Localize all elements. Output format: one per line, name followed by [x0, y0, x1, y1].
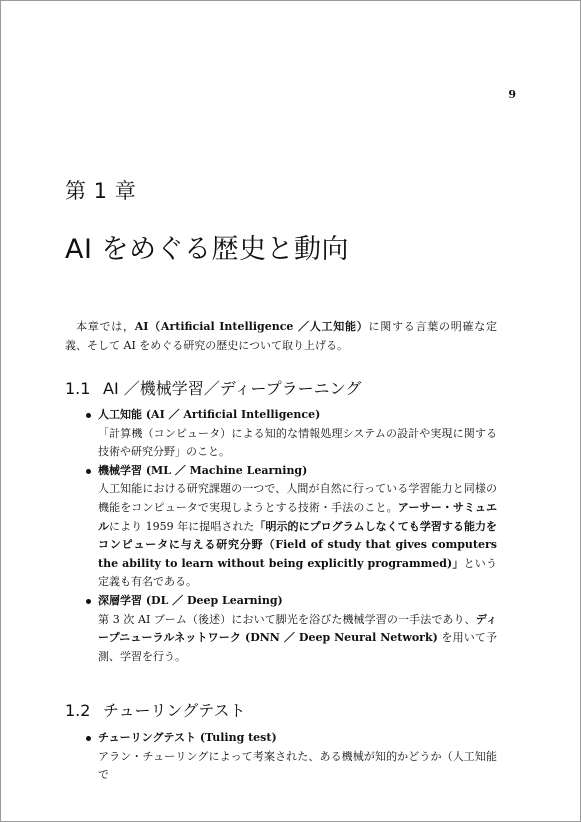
bullet-item-ml: [84, 462, 497, 592]
bullet-list-1-1: [84, 406, 497, 666]
bullet-term: 機械学習 (ML ／ Machine Learning): [98, 463, 308, 477]
desc-bold-text: 「明示的にプログラムしなくても学習する能力をコンピュータに与える研究分野（Field of study that gives computers the ability to learn without being explicitly programmed)」: [98, 519, 498, 570]
intro-paragraph: [65, 317, 497, 355]
section-number: 1.1: [65, 379, 91, 398]
intro-text-bold: AI（Artificial Intelligence ／人工知能）: [134, 320, 369, 333]
section-number: 1.2: [65, 701, 91, 720]
desc-bold-text: アーサー・サミュエル: [98, 500, 497, 533]
chapter-title: AI をめぐる歴史と動向: [65, 234, 350, 265]
bullet-item-turing: [84, 729, 497, 785]
bullet-description: [98, 611, 497, 667]
bullet-item-ai: [84, 406, 497, 462]
bullet-description: [98, 480, 497, 592]
desc-text: を用いて予測、学習を行う。: [98, 631, 497, 663]
desc-text: 人工知能における研究課題の一つで、人間が自然に行っている学習能力と同様の機能をコンピュータで実現しようとする技術・手法のこと。: [98, 482, 497, 514]
section-title: AI ／機械学習／ディープラーニング: [103, 379, 362, 398]
desc-text: により 1959 年に提唱された: [109, 519, 255, 533]
intro-text-1: 本章では，: [76, 320, 135, 333]
bullet-item-dl: [84, 592, 497, 666]
bullet-term: 深層学習 (DL ／ Deep Learning): [98, 593, 283, 607]
section-heading-1-2: [65, 698, 246, 721]
bullet-dot-icon: [86, 413, 91, 418]
section-title: チューリングテスト: [103, 701, 246, 720]
desc-text: という定義も有名である。: [98, 556, 498, 589]
bullet-term: チューリングテスト (Tuling test): [98, 731, 277, 744]
bullet-dot-icon: [86, 736, 91, 741]
bullet-description: アラン・チューリングによって考案された、ある機械が知的かどうか（人工知能で: [98, 749, 497, 782]
section-heading-1-1: [65, 376, 361, 399]
intro-text-2: に関する言葉の明確な定義、そして AI をめぐる研究の歴史について取り上げる。: [65, 320, 497, 352]
bullet-dot-icon: [86, 469, 91, 474]
desc-bold-text: ディープニューラルネットワーク (DNN ／ Deep Neural Network): [98, 612, 497, 645]
bullet-list-1-2: [84, 729, 497, 785]
chapter-label: 第 1 章: [65, 179, 137, 203]
bullet-term: 人工知能 (AI ／ Artificial Intelligence): [98, 408, 321, 421]
bullet-description: 「計算機（コンピュータ）による知的な情報処理システムの設計や実現に関する技術や研究分野」のこと。: [98, 426, 497, 459]
desc-text: 第 3 次 AI ブーム（後述）において脚光を浴びた機械学習の一手法であり、: [98, 612, 476, 626]
bullet-dot-icon: [86, 599, 91, 604]
page-number: 9: [508, 88, 516, 101]
